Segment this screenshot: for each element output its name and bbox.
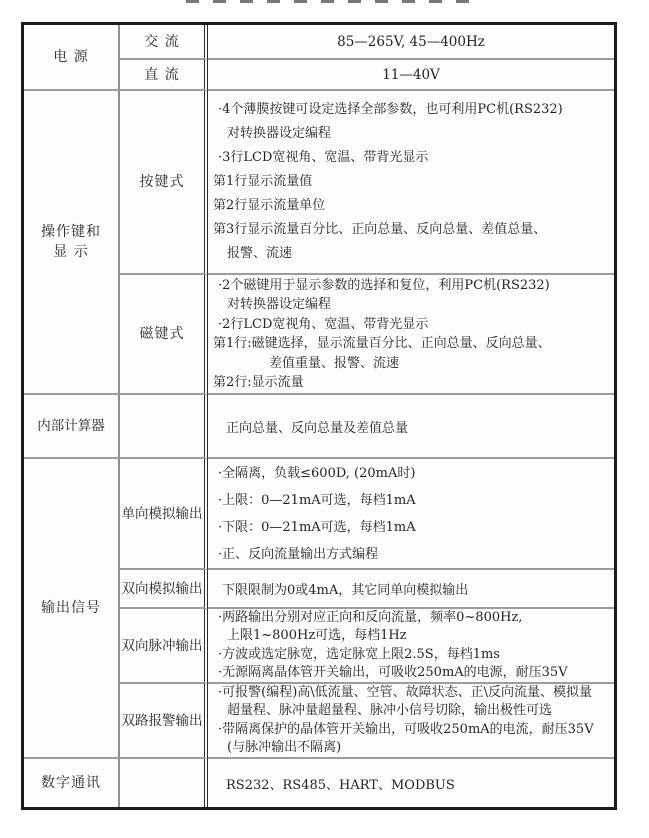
subrow-label-dual-alarm-text: 双路报警输出	[121, 712, 203, 729]
spec-line: ·4个薄膜按键可设定选择全部参数，也可利用PC机(RS232)	[218, 102, 563, 117]
value-dc	[208, 60, 614, 91]
spec-line: 第1行:磁键选择，显示流量百分比、正向总量、反向总量、	[213, 336, 551, 351]
value-bi-pulse	[208, 609, 614, 684]
value-magkey	[208, 275, 614, 395]
subrow-empty-comm	[120, 759, 208, 807]
subrow-label-bi-pulse-text: 双向脉冲输出	[121, 637, 203, 654]
cropped-title-fragment	[186, 0, 478, 3]
value-uni-analog	[208, 459, 614, 570]
spec-line: ·上限：0—21mA可选，每档1mA	[218, 492, 416, 508]
value-ac	[208, 25, 614, 60]
subrow-label-bi-pulse	[120, 609, 208, 684]
value-digital-comm-text: RS232、RS485、HART、MODBUS	[226, 777, 455, 793]
value-digital-comm	[208, 759, 614, 807]
spec-line: ·3行LCD宽视角、宽温、带背光显示	[218, 150, 429, 165]
subrow-label-uni-analog-text: 单向模拟输出	[121, 505, 203, 522]
subrow-label-dc-text: 直 流	[144, 66, 180, 83]
spec-line: 差值重量、报警、流速	[269, 355, 400, 371]
section-label-power-text: 电 源	[53, 49, 89, 65]
subrow-empty-calculator	[120, 395, 208, 459]
spec-line: ·带隔离保护的晶体管开关输出，可吸收250mA的电流，耐压35V	[218, 721, 594, 737]
spec-line: ·无源隔离晶体管开关输出，可吸收250mA的电源，耐压35V	[218, 665, 568, 680]
value-bi-analog	[208, 570, 614, 609]
subrow-label-magkey-text: 磁键式	[139, 326, 185, 342]
spec-line: ·可报警(编程)高\低流量、空管、故障状态、正\反向流量、模拟量	[218, 684, 593, 700]
spec-line: 第1行显示流量值	[213, 174, 313, 189]
subrow-label-bi-analog-text: 双向模拟输出	[121, 580, 203, 597]
section-label-digital-comm	[24, 759, 120, 807]
subrow-label-bi-analog	[120, 570, 208, 609]
specification-table	[21, 22, 617, 810]
section-label-operation-line2: 显 示	[53, 244, 89, 260]
spec-line: 第3行显示流量百分比、正向总量、反向总量、差值总量、	[213, 222, 547, 237]
spec-line: 第2行显示流量单位	[213, 198, 326, 213]
value-keytype	[208, 91, 614, 275]
spec-line: (与脉冲输出不隔离)	[227, 740, 342, 755]
spec-line: ·方波或选定脉宽，选定脉宽上限2.5S，每档1ms	[218, 646, 500, 662]
spec-line: ·正、反向流量输出方式编程	[218, 546, 379, 562]
subrow-label-dc	[120, 60, 208, 91]
subrow-label-ac-text: 交 流	[144, 33, 180, 50]
subrow-label-keytype-text: 按键式	[139, 174, 185, 190]
spec-line: 报警、流速	[227, 246, 293, 261]
value-bi-analog-text: 下限限制为0或4mA，其它同单向模拟输出	[222, 583, 469, 598]
section-label-operation-display	[24, 91, 120, 395]
subrow-label-dual-alarm	[120, 684, 208, 759]
section-label-output-signal-text: 输出信号	[41, 600, 101, 616]
spec-line: 上限1~800Hz可选，每档1Hz	[227, 628, 407, 643]
section-label-operation-line1: 操作键和	[41, 224, 101, 240]
value-dual-alarm	[208, 684, 614, 759]
section-label-digital-comm-text: 数字通讯	[41, 775, 101, 791]
section-label-output-signal	[24, 459, 120, 759]
value-ac-text: 85—265V, 45—400Hz	[337, 33, 485, 50]
spec-line: ·2个磁键用于显示参数的选择和复位，利用PC机(RS232)	[218, 277, 550, 293]
subrow-label-magkey	[120, 275, 208, 395]
spec-line: ·下限：0—21mA可选，每档1mA	[218, 519, 416, 535]
value-dc-text: 11—40V	[382, 66, 440, 83]
spec-line: ·全隔离，负载≤600D, (20mA时)	[218, 465, 416, 481]
spec-line: 对转换器设定编程	[227, 297, 332, 312]
spec-line: 第2行:显示流量	[213, 375, 304, 390]
spec-line: ·2行LCD宽视角、宽温、带背光显示	[218, 316, 429, 332]
subrow-label-ac	[120, 25, 208, 60]
spec-line: 超量程、脉冲量超量程、脉冲小信号切除，输出极性可选	[227, 703, 553, 718]
value-internal-calculator-text: 正向总量、反向总量及差值总量	[226, 420, 409, 436]
spec-line: 对转换器设定编程	[227, 126, 332, 141]
section-label-internal-calculator-text: 内部计算器	[37, 418, 105, 434]
subrow-label-uni-analog	[120, 459, 208, 570]
section-label-internal-calculator	[24, 395, 120, 459]
subrow-label-keytype	[120, 91, 208, 275]
section-label-power	[24, 25, 120, 91]
value-internal-calculator	[208, 395, 614, 459]
spec-line: ·两路输出分别对应正向和反向流量，频率0~800Hz,	[218, 609, 523, 625]
